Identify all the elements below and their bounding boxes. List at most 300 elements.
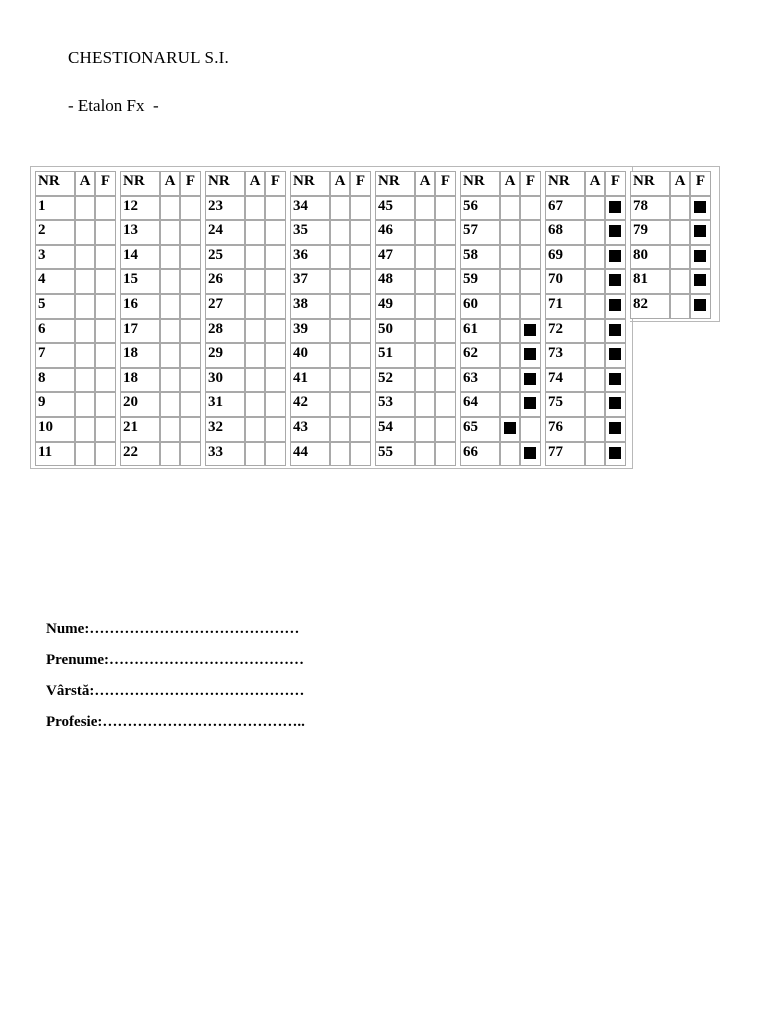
question-number: 81: [630, 269, 670, 294]
filled-square-mark: [609, 348, 621, 360]
answer-f-box[interactable]: [605, 368, 626, 393]
answer-a-box[interactable]: [330, 319, 350, 344]
answer-a-box[interactable]: [245, 196, 265, 221]
question-number: 64: [460, 392, 500, 417]
question-number: 56: [460, 196, 500, 221]
name-field[interactable]: Nume:……………………………………: [46, 621, 300, 637]
question-number: 60: [460, 294, 500, 319]
answer-a-box[interactable]: [75, 319, 95, 344]
surname-field[interactable]: Prenume:…………………………………: [46, 652, 305, 668]
question-number: 65: [460, 417, 500, 442]
answer-a-box[interactable]: [75, 245, 95, 270]
filled-square-mark: [609, 250, 621, 262]
answer-a-box[interactable]: [415, 417, 435, 442]
answer-a-box[interactable]: [75, 269, 95, 294]
answer-a-box[interactable]: [500, 319, 520, 344]
header-nr: NR: [120, 171, 160, 196]
filled-square-mark: [609, 225, 621, 237]
answer-f-box[interactable]: [265, 343, 286, 368]
answer-f-box[interactable]: [605, 245, 626, 270]
answer-a-box[interactable]: [160, 319, 180, 344]
answer-a-box[interactable]: [500, 220, 520, 245]
answer-a-box[interactable]: [245, 294, 265, 319]
answer-a-box[interactable]: [75, 417, 95, 442]
answer-a-box[interactable]: [330, 269, 350, 294]
answer-a-box[interactable]: [500, 196, 520, 221]
personal-info-form: [46, 620, 305, 744]
answer-a-box[interactable]: [330, 392, 350, 417]
header-f: F: [435, 171, 456, 196]
answer-f-box[interactable]: [350, 269, 371, 294]
answer-a-box[interactable]: [160, 368, 180, 393]
answer-f-box[interactable]: [520, 245, 541, 270]
answer-a-box[interactable]: [415, 343, 435, 368]
answer-f-box[interactable]: [435, 196, 456, 221]
answer-f-box[interactable]: [180, 442, 201, 467]
answer-f-box[interactable]: [435, 269, 456, 294]
question-number: 27: [205, 294, 245, 319]
question-number: 59: [460, 269, 500, 294]
answer-a-box[interactable]: [330, 343, 350, 368]
answer-f-box[interactable]: [350, 392, 371, 417]
answer-f-box[interactable]: [180, 245, 201, 270]
answer-f-box[interactable]: [265, 245, 286, 270]
answer-a-box[interactable]: [415, 294, 435, 319]
question-number: 20: [120, 392, 160, 417]
answer-f-box[interactable]: [435, 294, 456, 319]
answer-f-box[interactable]: [95, 417, 116, 442]
question-number: 54: [375, 417, 415, 442]
question-number: 35: [290, 220, 330, 245]
question-number: 32: [205, 417, 245, 442]
answer-f-box[interactable]: [435, 220, 456, 245]
answer-a-box[interactable]: [245, 442, 265, 467]
answer-a-box[interactable]: [245, 269, 265, 294]
answer-f-box[interactable]: [350, 220, 371, 245]
question-number: 46: [375, 220, 415, 245]
answer-a-box[interactable]: [670, 294, 690, 319]
answer-f-box[interactable]: [265, 442, 286, 467]
answer-f-box[interactable]: [95, 294, 116, 319]
question-number: 13: [120, 220, 160, 245]
question-number: 1: [35, 196, 75, 221]
answer-table: [30, 166, 706, 472]
answer-a-box[interactable]: [160, 343, 180, 368]
question-number: 70: [545, 269, 585, 294]
question-number: 18: [120, 368, 160, 393]
question-number: 10: [35, 417, 75, 442]
answer-a-box[interactable]: [160, 442, 180, 467]
answer-f-box[interactable]: [520, 417, 541, 442]
answer-f-box[interactable]: [520, 442, 541, 467]
header-a: A: [160, 171, 180, 196]
answer-a-box[interactable]: [245, 319, 265, 344]
header-nr: NR: [35, 171, 75, 196]
answer-f-box[interactable]: [605, 417, 626, 442]
question-number: 80: [630, 245, 670, 270]
filled-square-mark: [694, 225, 706, 237]
answer-f-box[interactable]: [520, 269, 541, 294]
question-number: 23: [205, 196, 245, 221]
filled-square-mark: [609, 373, 621, 385]
answer-a-box[interactable]: [585, 294, 605, 319]
answer-a-box[interactable]: [75, 220, 95, 245]
question-number: 77: [545, 442, 585, 467]
answer-a-box[interactable]: [75, 368, 95, 393]
answer-a-box[interactable]: [330, 245, 350, 270]
question-number: 55: [375, 442, 415, 467]
answer-a-box[interactable]: [415, 220, 435, 245]
document-title: CHESTIONARUL S.I.: [68, 48, 229, 67]
document-subtitle: - Etalon Fx -: [68, 96, 159, 115]
question-number: 26: [205, 269, 245, 294]
answer-a-box[interactable]: [330, 417, 350, 442]
header-nr: NR: [460, 171, 500, 196]
answer-f-box[interactable]: [95, 392, 116, 417]
filled-square-mark: [609, 397, 621, 409]
answer-f-box[interactable]: [605, 392, 626, 417]
question-number: 22: [120, 442, 160, 467]
answer-f-box[interactable]: [95, 343, 116, 368]
answer-f-box[interactable]: [180, 368, 201, 393]
question-number: 43: [290, 417, 330, 442]
answer-a-box[interactable]: [415, 392, 435, 417]
header-nr: NR: [630, 171, 670, 196]
answer-f-box[interactable]: [180, 417, 201, 442]
answer-f-box[interactable]: [350, 196, 371, 221]
question-number: 72: [545, 319, 585, 344]
question-number: 24: [205, 220, 245, 245]
answer-f-box[interactable]: [520, 294, 541, 319]
answer-a-box[interactable]: [75, 294, 95, 319]
answer-f-box[interactable]: [180, 343, 201, 368]
answer-a-box[interactable]: [585, 196, 605, 221]
answer-a-box[interactable]: [245, 343, 265, 368]
answer-a-box[interactable]: [585, 442, 605, 467]
answer-a-box[interactable]: [245, 368, 265, 393]
answer-f-box[interactable]: [520, 220, 541, 245]
question-number: 30: [205, 368, 245, 393]
question-number: 2: [35, 220, 75, 245]
answer-f-box[interactable]: [265, 220, 286, 245]
answer-f-box[interactable]: [435, 417, 456, 442]
question-number: 29: [205, 343, 245, 368]
filled-square-mark: [524, 447, 536, 459]
answer-f-box[interactable]: [605, 319, 626, 344]
answer-a-box[interactable]: [160, 245, 180, 270]
answer-f-box[interactable]: [690, 220, 711, 245]
answer-a-box[interactable]: [585, 368, 605, 393]
question-number: 82: [630, 294, 670, 319]
profession-field[interactable]: Profesie:…………………………………..: [46, 714, 305, 730]
answer-a-box[interactable]: [160, 220, 180, 245]
header-f: F: [520, 171, 541, 196]
answer-a-box[interactable]: [585, 269, 605, 294]
answer-a-box[interactable]: [500, 417, 520, 442]
answer-a-box[interactable]: [670, 269, 690, 294]
answer-f-box[interactable]: [690, 269, 711, 294]
header-a: A: [330, 171, 350, 196]
question-number: 33: [205, 442, 245, 467]
question-number: 52: [375, 368, 415, 393]
question-number: 39: [290, 319, 330, 344]
answer-f-box[interactable]: [350, 343, 371, 368]
answer-f-box[interactable]: [265, 392, 286, 417]
answer-a-box[interactable]: [585, 245, 605, 270]
answer-f-box[interactable]: [350, 245, 371, 270]
answer-f-box[interactable]: [265, 417, 286, 442]
question-number: 78: [630, 196, 670, 221]
question-number: 50: [375, 319, 415, 344]
answer-a-box[interactable]: [330, 220, 350, 245]
answer-a-box[interactable]: [160, 392, 180, 417]
answer-f-box[interactable]: [95, 442, 116, 467]
answer-f-box[interactable]: [350, 417, 371, 442]
question-number: 25: [205, 245, 245, 270]
question-number: 69: [545, 245, 585, 270]
header-a: A: [500, 171, 520, 196]
answer-a-box[interactable]: [75, 343, 95, 368]
answer-a-box[interactable]: [500, 442, 520, 467]
answer-a-box[interactable]: [415, 442, 435, 467]
answer-f-box[interactable]: [690, 196, 711, 221]
answer-a-box[interactable]: [245, 245, 265, 270]
answer-f-box[interactable]: [605, 294, 626, 319]
answer-f-box[interactable]: [605, 196, 626, 221]
answer-f-box[interactable]: [690, 245, 711, 270]
answer-f-box[interactable]: [265, 269, 286, 294]
question-number: 4: [35, 269, 75, 294]
answer-a-box[interactable]: [500, 343, 520, 368]
answer-a-box[interactable]: [585, 343, 605, 368]
header-f: F: [350, 171, 371, 196]
answer-a-box[interactable]: [75, 196, 95, 221]
header-f: F: [690, 171, 711, 196]
question-number: 48: [375, 269, 415, 294]
answer-f-box[interactable]: [180, 392, 201, 417]
question-number: 36: [290, 245, 330, 270]
question-number: 18: [120, 343, 160, 368]
filled-square-mark: [504, 422, 516, 434]
answer-a-box[interactable]: [245, 392, 265, 417]
question-number: 12: [120, 196, 160, 221]
answer-f-box[interactable]: [95, 220, 116, 245]
answer-f-box[interactable]: [95, 245, 116, 270]
question-number: 37: [290, 269, 330, 294]
question-number: 45: [375, 196, 415, 221]
question-number: 53: [375, 392, 415, 417]
answer-a-box[interactable]: [585, 319, 605, 344]
question-number: 7: [35, 343, 75, 368]
filled-square-mark: [609, 447, 621, 459]
header-a: A: [415, 171, 435, 196]
answer-f-box[interactable]: [605, 220, 626, 245]
answer-a-box[interactable]: [415, 269, 435, 294]
filled-square-mark: [609, 274, 621, 286]
question-number: 28: [205, 319, 245, 344]
header-f: F: [265, 171, 286, 196]
question-number: 11: [35, 442, 75, 467]
filled-square-mark: [609, 201, 621, 213]
question-number: 3: [35, 245, 75, 270]
filled-square-mark: [694, 299, 706, 311]
question-number: 47: [375, 245, 415, 270]
question-number: 66: [460, 442, 500, 467]
answer-f-box[interactable]: [520, 392, 541, 417]
answer-f-box[interactable]: [180, 220, 201, 245]
age-field[interactable]: Vârstă:……………………………………: [46, 683, 305, 699]
answer-f-box[interactable]: [180, 269, 201, 294]
answer-a-box[interactable]: [670, 245, 690, 270]
question-number: 15: [120, 269, 160, 294]
answer-f-box[interactable]: [520, 368, 541, 393]
answer-a-box[interactable]: [160, 269, 180, 294]
answer-f-box[interactable]: [95, 196, 116, 221]
answer-a-box[interactable]: [415, 319, 435, 344]
header-nr: NR: [375, 171, 415, 196]
answer-a-box[interactable]: [670, 220, 690, 245]
answer-a-box[interactable]: [245, 220, 265, 245]
filled-square-mark: [524, 324, 536, 336]
question-number: 57: [460, 220, 500, 245]
answer-f-box[interactable]: [435, 319, 456, 344]
filled-square-mark: [694, 250, 706, 262]
filled-square-mark: [694, 274, 706, 286]
question-number: 71: [545, 294, 585, 319]
question-number: 42: [290, 392, 330, 417]
answer-a-box[interactable]: [670, 196, 690, 221]
question-number: 34: [290, 196, 330, 221]
answer-f-box[interactable]: [265, 196, 286, 221]
answer-f-box[interactable]: [520, 196, 541, 221]
answer-f-box[interactable]: [350, 294, 371, 319]
answer-f-box[interactable]: [350, 319, 371, 344]
filled-square-mark: [524, 348, 536, 360]
answer-f-box[interactable]: [435, 442, 456, 467]
answer-a-box[interactable]: [415, 196, 435, 221]
answer-a-box[interactable]: [585, 220, 605, 245]
question-number: 79: [630, 220, 670, 245]
answer-a-box[interactable]: [245, 417, 265, 442]
header-f: F: [180, 171, 201, 196]
answer-f-box[interactable]: [435, 392, 456, 417]
question-number: 61: [460, 319, 500, 344]
answer-f-box[interactable]: [95, 269, 116, 294]
answer-a-box[interactable]: [330, 368, 350, 393]
question-number: 67: [545, 196, 585, 221]
answer-a-box[interactable]: [500, 269, 520, 294]
answer-a-box[interactable]: [500, 245, 520, 270]
filled-square-mark: [609, 422, 621, 434]
answer-a-box[interactable]: [585, 392, 605, 417]
answer-a-box[interactable]: [330, 294, 350, 319]
answer-f-box[interactable]: [605, 343, 626, 368]
question-number: 16: [120, 294, 160, 319]
question-number: 38: [290, 294, 330, 319]
question-number: 9: [35, 392, 75, 417]
header-a: A: [670, 171, 690, 196]
question-number: 44: [290, 442, 330, 467]
answer-f-box[interactable]: [690, 294, 711, 319]
filled-square-mark: [524, 397, 536, 409]
answer-a-box[interactable]: [330, 196, 350, 221]
answer-f-box[interactable]: [95, 368, 116, 393]
question-number: 40: [290, 343, 330, 368]
answer-a-box[interactable]: [500, 368, 520, 393]
question-number: 8: [35, 368, 75, 393]
answer-a-box[interactable]: [330, 442, 350, 467]
header-nr: NR: [205, 171, 245, 196]
question-number: 58: [460, 245, 500, 270]
question-number: 68: [545, 220, 585, 245]
answer-f-box[interactable]: [605, 269, 626, 294]
answer-f-box[interactable]: [265, 319, 286, 344]
header-a: A: [245, 171, 265, 196]
question-number: 73: [545, 343, 585, 368]
answer-f-box[interactable]: [350, 368, 371, 393]
answer-f-box[interactable]: [435, 245, 456, 270]
answer-a-box[interactable]: [160, 417, 180, 442]
header-f: F: [605, 171, 626, 196]
header-f: F: [95, 171, 116, 196]
answer-f-box[interactable]: [180, 319, 201, 344]
question-number: 21: [120, 417, 160, 442]
filled-square-mark: [609, 299, 621, 311]
answer-a-box[interactable]: [160, 196, 180, 221]
question-number: 63: [460, 368, 500, 393]
answer-a-box[interactable]: [500, 294, 520, 319]
header-nr: NR: [545, 171, 585, 196]
filled-square-mark: [609, 324, 621, 336]
answer-a-box[interactable]: [75, 442, 95, 467]
answer-a-box[interactable]: [160, 294, 180, 319]
answer-f-box[interactable]: [180, 294, 201, 319]
question-number: 75: [545, 392, 585, 417]
question-number: 14: [120, 245, 160, 270]
filled-square-mark: [524, 373, 536, 385]
header-nr: NR: [290, 171, 330, 196]
question-number: 41: [290, 368, 330, 393]
answer-a-box[interactable]: [500, 392, 520, 417]
answer-f-box[interactable]: [605, 442, 626, 467]
answer-a-box[interactable]: [415, 245, 435, 270]
header-a: A: [75, 171, 95, 196]
question-number: 31: [205, 392, 245, 417]
question-number: 17: [120, 319, 160, 344]
answer-f-box[interactable]: [435, 343, 456, 368]
question-number: 62: [460, 343, 500, 368]
question-number: 76: [545, 417, 585, 442]
answer-f-box[interactable]: [95, 319, 116, 344]
answer-f-box[interactable]: [520, 343, 541, 368]
header-a: A: [585, 171, 605, 196]
answer-a-box[interactable]: [585, 417, 605, 442]
answer-f-box[interactable]: [180, 196, 201, 221]
answer-f-box[interactable]: [265, 294, 286, 319]
question-number: 5: [35, 294, 75, 319]
answer-f-box[interactable]: [350, 442, 371, 467]
question-number: 51: [375, 343, 415, 368]
filled-square-mark: [694, 201, 706, 213]
question-number: 49: [375, 294, 415, 319]
question-number: 6: [35, 319, 75, 344]
question-number: 74: [545, 368, 585, 393]
answer-f-box[interactable]: [265, 368, 286, 393]
answer-a-box[interactable]: [75, 392, 95, 417]
answer-f-box[interactable]: [435, 368, 456, 393]
answer-a-box[interactable]: [415, 368, 435, 393]
answer-f-box[interactable]: [520, 319, 541, 344]
